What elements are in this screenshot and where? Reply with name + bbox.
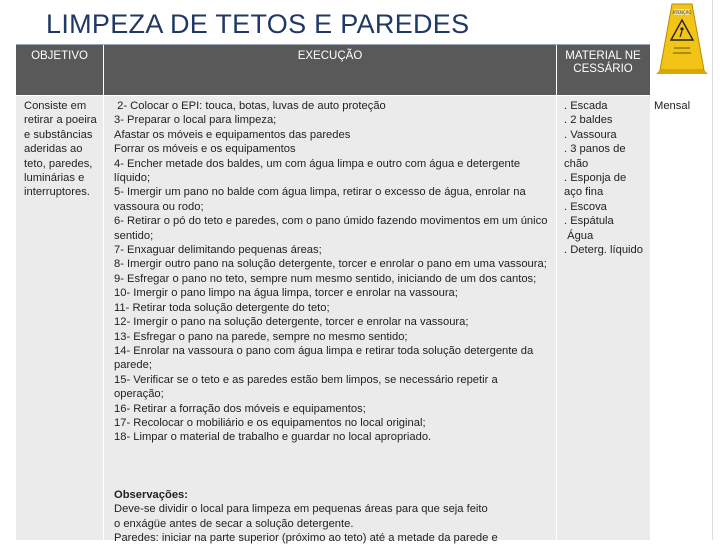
observations (114, 488, 550, 546)
material-item: . 2 baldes (564, 114, 613, 127)
material-item: . Esponja de aço fina (564, 172, 630, 199)
execution-step: 3- Preparar o local para limpeza; (114, 114, 277, 127)
observation-line: Paredes: iniciar na parte superior (próximo ao teto) até a metade da parede e (114, 532, 498, 545)
execution-step: Afastar os móveis e equipamentos das paredes (114, 128, 351, 141)
wet-floor-sign-icon (652, 0, 712, 74)
column-divider (103, 45, 104, 540)
execution-step: 2- Colocar o EPI: touca, botas, luvas de auto proteção (114, 100, 386, 112)
column-divider (556, 45, 557, 540)
page-title: LIMPEZA DE TETOS E PAREDES (46, 9, 470, 39)
observation-line: o enxágüe antes de secar a solução detergente. (114, 517, 354, 530)
observations-text (114, 502, 550, 545)
execution-step: 13- Esfregar o pano na parede, sempre no mesmo sentido; (114, 330, 408, 343)
material-item: Água (564, 229, 594, 242)
materials-list (564, 99, 646, 257)
header-material: MATERIAL NECESSÁRIO (565, 50, 641, 75)
material-item: . Espátula (564, 215, 614, 228)
frequency: Mensal (654, 100, 691, 112)
execution-step: 10- Imergir o pano limpo na água limpa, torcer e enrolar na vassoura; (114, 287, 458, 300)
execution-step: 14- Enrolar na vassoura o pano com água limpa e retirar toda solução detergente da parede; (114, 344, 537, 372)
execution-step: 4- Encher metade dos baldes, um com água limpa e outro com água e detergente líquido; (114, 157, 524, 185)
material-item: . Escada (564, 100, 608, 112)
header-execucao: EXECUÇÃO (297, 50, 363, 62)
execution-steps (114, 99, 550, 445)
execution-step: 18- Limpar o material de trabalho e guardar no local apropriado. (114, 431, 432, 444)
observation-line: Deve-se dividir o local para limpeza em pequenas áreas para que seja feito (114, 503, 488, 516)
execution-step: 17- Recolocar o mobiliário e os equipamentos no local original; (114, 416, 426, 429)
execution-step: 8- Imergir outro pano na solução detergente, torcer e enrolar o pano em uma vassoura; (114, 258, 547, 271)
page-edge-rule (712, 0, 713, 540)
execution-step: 6- Retirar o pó do teto e paredes, com o pano úmido fazendo movimentos em um único sentido; (114, 215, 551, 242)
execution-step: Forrar os móveis e os equipamentos (114, 143, 296, 156)
observations-label: Observações: (114, 489, 189, 501)
objetivo-text: Consiste em retirar a poeira e substâncias aderidas ao teto, paredes, luminárias e interruptores. (24, 100, 97, 199)
execution-step: 15- Verificar se o teto e as paredes estão bem limpos, se necessário repetir a operação; (114, 373, 501, 401)
execution-step: 11- Retirar toda solução detergente do teto; (114, 301, 330, 314)
material-item: . Vassoura (564, 128, 617, 141)
execution-step: 12- Imergir o pano na solução detergente, torcer e enrolar na vassoura; (114, 316, 469, 329)
header-objetivo: OBJETIVO (31, 50, 88, 62)
material-item: . 3 panos de chão (564, 143, 629, 170)
sign-text: ATENÇÃO (672, 10, 692, 15)
execution-step: 7- Enxaguar delimitando pequenas áreas; (114, 244, 322, 257)
header-divider (16, 95, 650, 96)
material-item: . Deterg. líquido (564, 244, 643, 257)
material-item: . Escova (564, 200, 607, 213)
execution-step: 9- Esfregar o pano no teto, sempre num mesmo sentido, iniciando de um dos cantos; (114, 272, 537, 285)
execution-step: 5- Imergir um pano no balde com água limpa, retirar o excesso de água, enrolar na vassoura ou rodo; (114, 186, 529, 213)
execution-step: 16- Retirar a forração dos móveis e equipamentos; (114, 402, 366, 415)
